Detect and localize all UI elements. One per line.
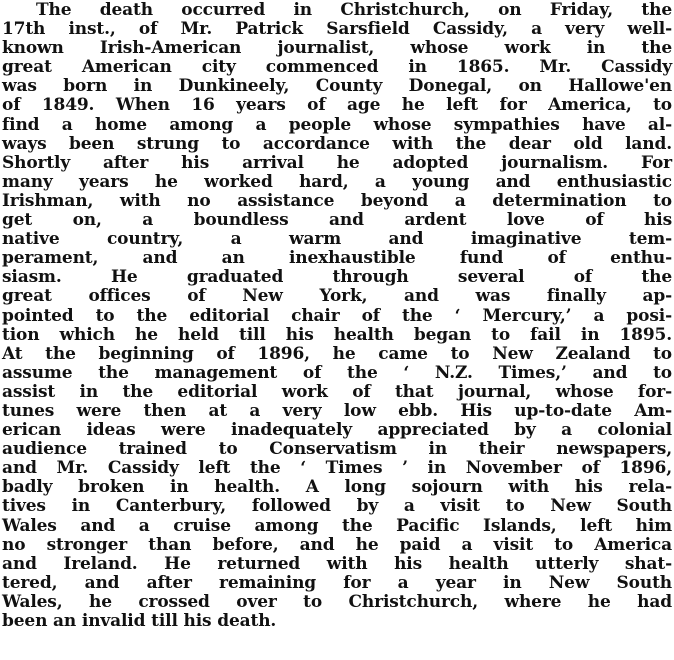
article-line: Wales and a cruise among the Pacific Islands, left him [2,515,672,536]
article-line: great American city commenced in 1865. Mr. Cassidy [2,57,672,78]
article-line: and Ireland. He returned with his health utterly shat- [2,553,672,574]
article-line: native country, a warm and imaginative tem- [2,229,672,250]
article-line: The death occurred in Christchurch, on Friday, the [36,0,672,20]
article-line: Shortly after his arrival he adopted journalism. For [2,152,672,173]
article-line: pointed to the editorial chair of the ‘ Mercury,’ a posi- [2,305,672,326]
article-line: erican ideas were inadequately appreciated by a colonial [2,420,672,441]
article-line: get on, a boundless and ardent love of his [2,210,672,231]
article-line: assist in the editorial work of that journal, whose for- [2,381,672,402]
article-line: tered, and after remaining for a year in New South [2,572,672,593]
article-line: known Irish-American journalist, whose work in the [2,38,672,59]
article-line: badly broken in health. A long sojourn with his rela- [2,477,672,498]
article-line: no stronger than before, and he paid a visit to America [2,534,672,555]
article-line: 17th inst., of Mr. Patrick Sarsfield Cassidy, a very well- [2,19,672,40]
article-line: ways been strung to accordance with the dear old land. [2,133,672,154]
article-line: of 1849. When 16 years of age he left for America, to [2,95,672,116]
article-line: tion which he held till his health began to fail in 1895. [2,324,672,345]
article-line: and Mr. Cassidy left the ‘ Times ’ in November of 1896, [2,458,672,479]
article-line: was born in Dunkineely, County Donegal, on Hallowe'en [2,76,672,97]
article-line: Wales, he crossed over to Christchurch, where he had [2,591,672,612]
article-line: many years he worked hard, a young and enthusiastic [2,171,672,192]
article-line: At the beginning of 1896, he came to New Zealand to [2,343,672,364]
article-line: perament, and an inexhaustible fund of enthu- [2,248,672,269]
article-line: siasm. He graduated through several of the [2,267,672,288]
article-text [2,1,672,631]
article-line: tunes were then at a very low ebb. His up-to-date Am- [2,400,672,421]
article-line: audience trained to Conservatism in their newspapers, [2,439,672,460]
article-line: great offices of New York, and was finally ap- [2,286,672,307]
article-line: assume the management of the ‘ N.Z. Times,’ and to [2,362,672,383]
article-line: find a home among a people whose sympathies have al- [2,114,672,135]
article-line: tives in Canterbury, followed by a visit to New South [2,496,672,517]
article-line: Irishman, with no assistance beyond a determination to [2,190,672,211]
article-line: been an invalid till his death. [2,611,277,631]
